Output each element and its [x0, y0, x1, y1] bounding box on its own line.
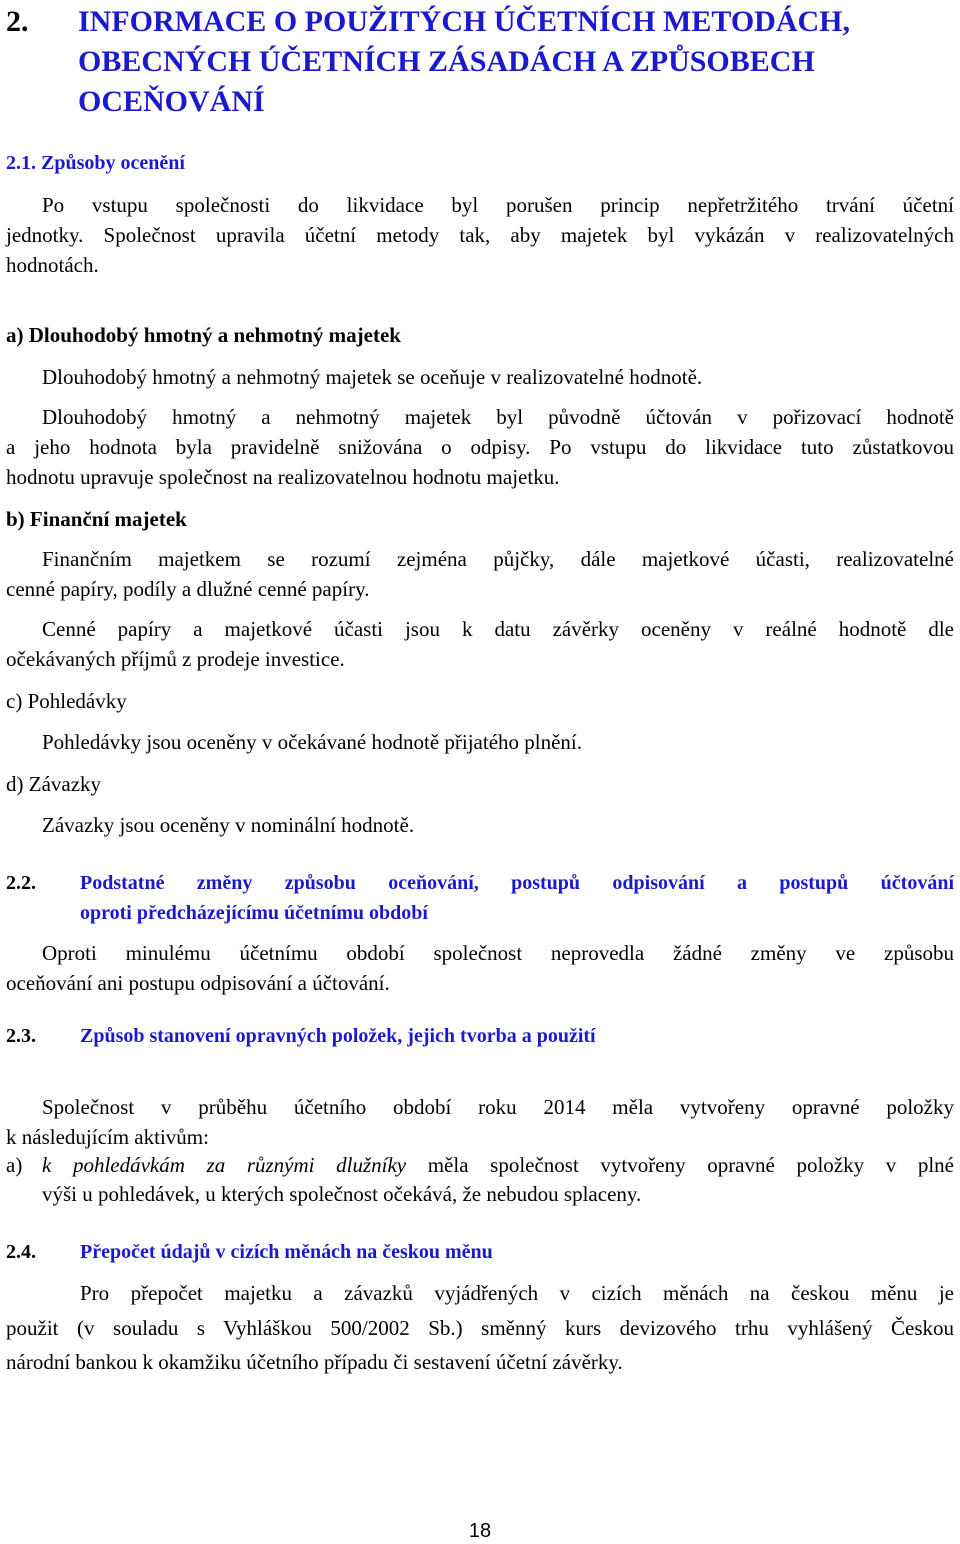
s23-paragraph-line-2: k následujícím aktivům: [6, 1125, 209, 1149]
chapter-number: 2. [6, 5, 29, 38]
subsection-a-para2-line-3: hodnotu upravuje společnost na realizovatelnou hodnotu majetku. [6, 465, 560, 489]
page-number: 18 [468, 1520, 492, 1542]
subsection-a-heading: a) Dlouhodobý hmotný a nehmotný majetek [6, 323, 401, 347]
section-2-2-number: 2.2. [6, 872, 36, 894]
s24-paragraph-line-3: národní bankou k okamžiku účetního případu či sestavení účetní závěrky. [6, 1350, 623, 1374]
section-2-2-title-line-1: Podstatné změny způsobu oceňování, postupů odpisování a postupů účtování [80, 872, 954, 894]
s23-list-item-line-1 [42, 1150, 954, 1180]
subsection-b-para1-line-1: Finančním majetkem se rozumí zejména půjčky, dále majetkové účasti, realizovatelné [42, 547, 954, 571]
subsection-a-para2-line-2: a jeho hodnota byla pravidelně snižována o odpisy. Po vstupu do likvidace tuto zůstatkovou [6, 435, 954, 459]
section-2-4-title: Přepočet údajů v cizích měnách na českou měnu [80, 1241, 493, 1263]
chapter-heading [6, 4, 29, 40]
section-2-3-number: 2.3. [6, 1025, 36, 1047]
s24-paragraph-line-1: Pro přepočet majetku a závazků vyjádřených v cizích měnách na českou měnu je [80, 1281, 954, 1305]
section-2-4-number: 2.4. [6, 1241, 36, 1263]
subsection-b-para2-line-2: očekávaných příjmů z prodeje investice. [6, 647, 345, 671]
subsection-b-para1-line-2: cenné papíry, podíly a dlužné cenné papíry. [6, 577, 370, 601]
chapter-title-line-3: OCEŇOVÁNÍ [78, 85, 265, 118]
subsection-c-heading: c) Pohledávky [6, 689, 127, 713]
s21-paragraph-line-3: hodnotách. [6, 253, 99, 277]
subsection-a-para2-line-1: Dlouhodobý hmotný a nehmotný majetek byl původně účtován v pořizovací hodnotě [42, 405, 954, 429]
s23-list-item-line-2: výši u pohledávek, u kterých společnost očekává, že nebudou splaceny. [42, 1182, 642, 1206]
s23-paragraph-line-1: Společnost v průběhu účetního období roku 2014 měla vytvořeny opravné položky [42, 1095, 954, 1119]
subsection-d-text: Závazky jsou oceněny v nominální hodnotě. [42, 813, 415, 837]
s23-list-marker: a) [6, 1153, 23, 1177]
section-2-2-title-line-2: oproti předcházejícímu účetnímu období [80, 902, 428, 924]
chapter-title-line-1: INFORMACE O POUŽITÝCH ÚČETNÍCH METODÁCH, [78, 5, 850, 38]
s22-paragraph-line-1: Oproti minulému účetnímu období společnost neprovedla žádné změny ve způsobu [42, 941, 954, 965]
s23-list-item-rest: měla společnost vytvořeny opravné položky v plné [406, 1153, 954, 1177]
s21-paragraph-line-1: Po vstupu společnosti do likvidace byl porušen princip nepřetržitého trvání účetní [42, 193, 954, 217]
subsection-b-para2-line-1: Cenné papíry a majetkové účasti jsou k datu závěrky oceněny v reálné hodnotě dle [42, 617, 954, 641]
chapter-title-line-2: OBECNÝCH ÚČETNÍCH ZÁSADÁCH A ZPŮSOBECH [78, 45, 815, 78]
s21-paragraph-line-2: jednotky. Společnost upravila účetní metody tak, aby majetek byl vykázán v realizovatelných [6, 223, 954, 247]
s23-list-item-italic: k pohledávkám za různými dlužníky [42, 1153, 407, 1177]
subsection-c-text: Pohledávky jsou oceněny v očekávané hodnotě přijatého plnění. [42, 730, 583, 754]
section-2-1-heading: 2.1. Způsoby ocenění [6, 152, 185, 174]
subsection-d-heading: d) Závazky [6, 772, 102, 796]
section-2-3-title: Způsob stanovení opravných položek, jejich tvorba a použití [80, 1025, 596, 1047]
subsection-b-heading: b) Finanční majetek [6, 507, 187, 531]
s24-paragraph-line-2: použit (v souladu s Vyhláškou 500/2002 Sb.) směnný kurs devizového trhu vyhlášený Českou [6, 1316, 954, 1340]
s22-paragraph-line-2: oceňování ani postupu odpisování a účtování. [6, 971, 390, 995]
subsection-a-text: Dlouhodobý hmotný a nehmotný majetek se oceňuje v realizovatelné hodnotě. [42, 365, 703, 389]
